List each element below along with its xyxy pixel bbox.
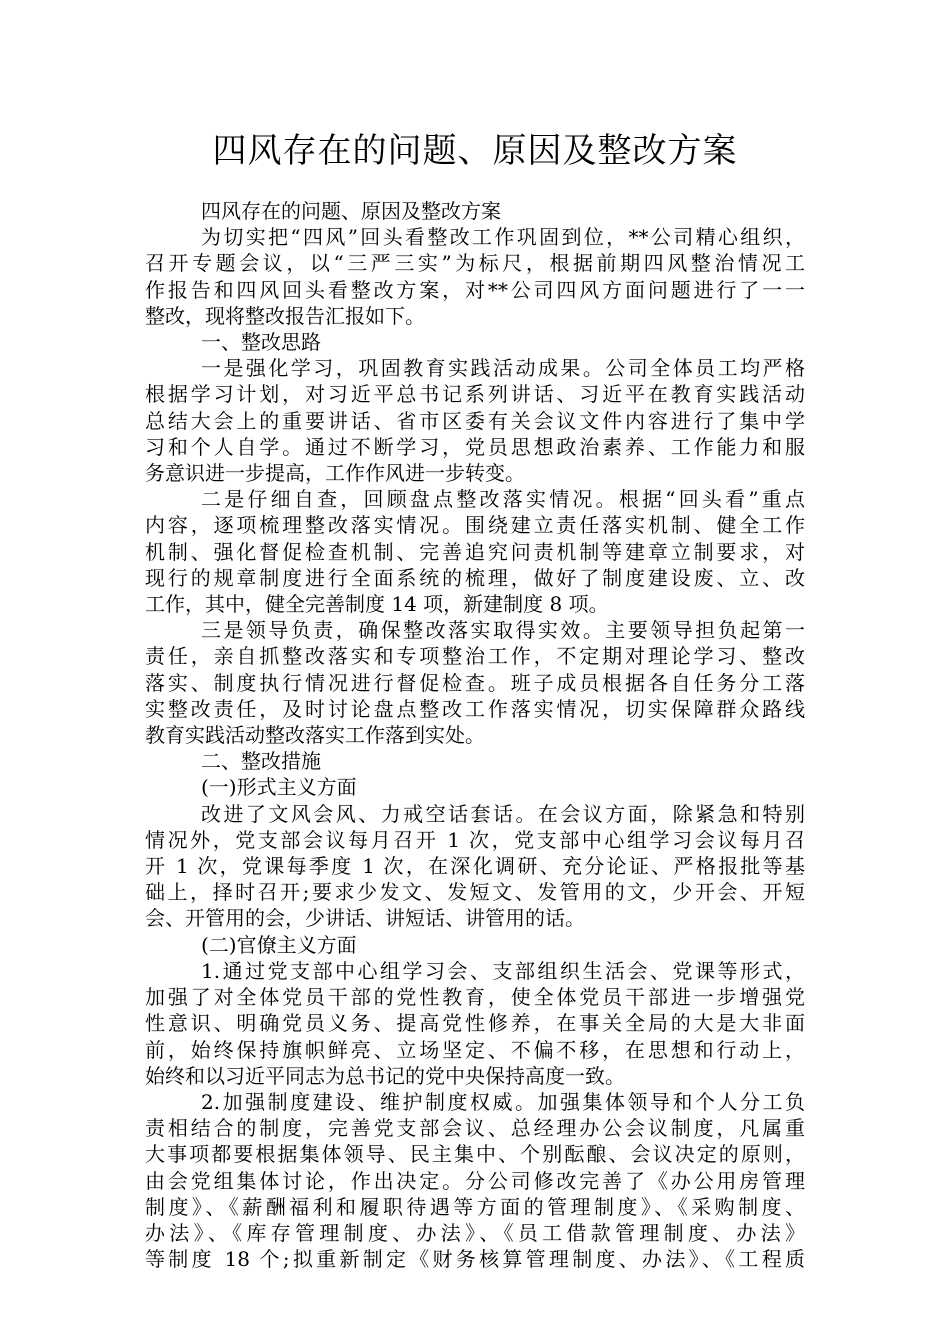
text-line: 整改，现将整改报告汇报如下。 bbox=[145, 303, 425, 328]
text-line: 会、开管用的会，少讲话、讲短话、讲管用的话。 bbox=[145, 906, 585, 931]
text-line: 由会党组集体讨论，作出决定。分公司修改完善了《办公用房管理 bbox=[145, 1168, 805, 1193]
text-line: 加强了对全体党员干部的党性教育，使全体党员干部进一步增强党 bbox=[145, 985, 805, 1010]
text-line: 实整改责任，及时讨论盘点整改工作落实情况，切实保障群众路线 bbox=[145, 696, 805, 721]
text-line: 务意识进一步提高，工作作风进一步转变。 bbox=[145, 461, 525, 486]
text-line: 情况外，党支部会议每月召开 1 次，党支部中心组学习会议每月召 bbox=[145, 827, 805, 852]
text-line: 总结大会上的重要讲话、省市区委有关会议文件内容进行了集中学 bbox=[145, 408, 805, 433]
text-line: 大事项都要根据集体领导、民主集中、个别酝酿、会议决定的原则， bbox=[145, 1142, 805, 1167]
text-line: (一)形式主义方面 bbox=[201, 775, 357, 800]
text-line: 内容，逐项梳理整改落实情况。围绕建立责任落实机制、健全工作 bbox=[145, 513, 805, 538]
text-line: 作报告和四风回头看整改方案，对**公司四风方面问题进行了一一 bbox=[145, 277, 805, 302]
text-line: 责相结合的制度，完善党支部会议、总经理办公会议制度，凡属重 bbox=[145, 1116, 805, 1141]
text-line: 等制度 18 个;拟重新制定《财务核算管理制度、办法》、《工程质 bbox=[145, 1247, 805, 1272]
text-line: 教育实践活动整改落实工作落到实处。 bbox=[145, 723, 485, 748]
text-line: 机制、强化督促检查机制、完善追究问责机制等建章立制要求，对 bbox=[145, 539, 805, 564]
text-line: 根据学习计划，对习近平总书记系列讲话、习近平在教育实践活动 bbox=[145, 382, 805, 407]
text-line: (二)官僚主义方面 bbox=[201, 932, 357, 957]
text-line: 办法》、《库存管理制度、办法》、《员工借款管理制度、办法》 bbox=[145, 1220, 805, 1245]
text-line: 2.加强制度建设、维护制度权威。加强集体领导和个人分工负 bbox=[201, 1089, 805, 1114]
text-line: 现行的规章制度进行全面系统的梳理，做好了制度建设废、立、改 bbox=[145, 565, 805, 590]
text-line: 二、整改措施 bbox=[201, 749, 321, 774]
text-line: 前，始终保持旗帜鲜亮、立场坚定、不偏不移，在思想和行动上， bbox=[145, 1037, 805, 1062]
text-line: 落实、制度执行情况进行督促检查。班子成员根据各自任务分工落 bbox=[145, 670, 805, 695]
text-line: 习和个人自学。通过不断学习，党员思想政治素养、工作能力和服 bbox=[145, 434, 805, 459]
text-line: 1.通过党支部中心组学习会、支部组织生活会、党课等形式， bbox=[201, 958, 805, 983]
text-line: 为切实把“四风”回头看整改工作巩固到位，**公司精心组织， bbox=[201, 225, 805, 250]
text-line: 础上，择时召开;要求少发文、发短文、发管用的文，少开会、开短 bbox=[145, 880, 805, 905]
text-line: 一是强化学习，巩固教育实践活动成果。公司全体员工均严格 bbox=[201, 356, 805, 381]
text-line: 四风存在的问题、原因及整改方案 bbox=[201, 199, 501, 223]
text-line: 改进了文风会风、力戒空话套话。在会议方面，除紧急和特别 bbox=[201, 801, 805, 826]
text-line: 一、整改思路 bbox=[201, 330, 321, 355]
text-line: 制度》、《薪酬福利和履职待遇等方面的管理制度》、《采购制度、 bbox=[145, 1194, 805, 1219]
text-line: 二是仔细自查，回顾盘点整改落实情况。根据“回头看”重点 bbox=[201, 487, 805, 512]
text-line: 责任，亲自抓整改落实和专项整治工作，不定期对理论学习、整改 bbox=[145, 644, 805, 669]
document-body bbox=[145, 198, 805, 1272]
text-line: 工作，其中，健全完善制度 14 项，新建制度 8 项。 bbox=[145, 592, 609, 617]
text-line: 性意识、明确党员义务、提高党性修养，在事关全局的大是大非面 bbox=[145, 1011, 805, 1036]
text-line: 开 1 次，党课每季度 1 次，在深化调研、充分论证、严格报批等基 bbox=[145, 854, 805, 879]
text-line: 始终和以习近平同志为总书记的党中央保持高度一致。 bbox=[145, 1063, 625, 1088]
text-line: 召开专题会议，以“三严三实”为标尺，根据前期四风整治情况工 bbox=[145, 251, 805, 276]
text-line: 三是领导负责，确保整改落实取得实效。主要领导担负起第一 bbox=[201, 618, 805, 643]
document-title: 四风存在的问题、原因及整改方案 bbox=[212, 131, 738, 171]
